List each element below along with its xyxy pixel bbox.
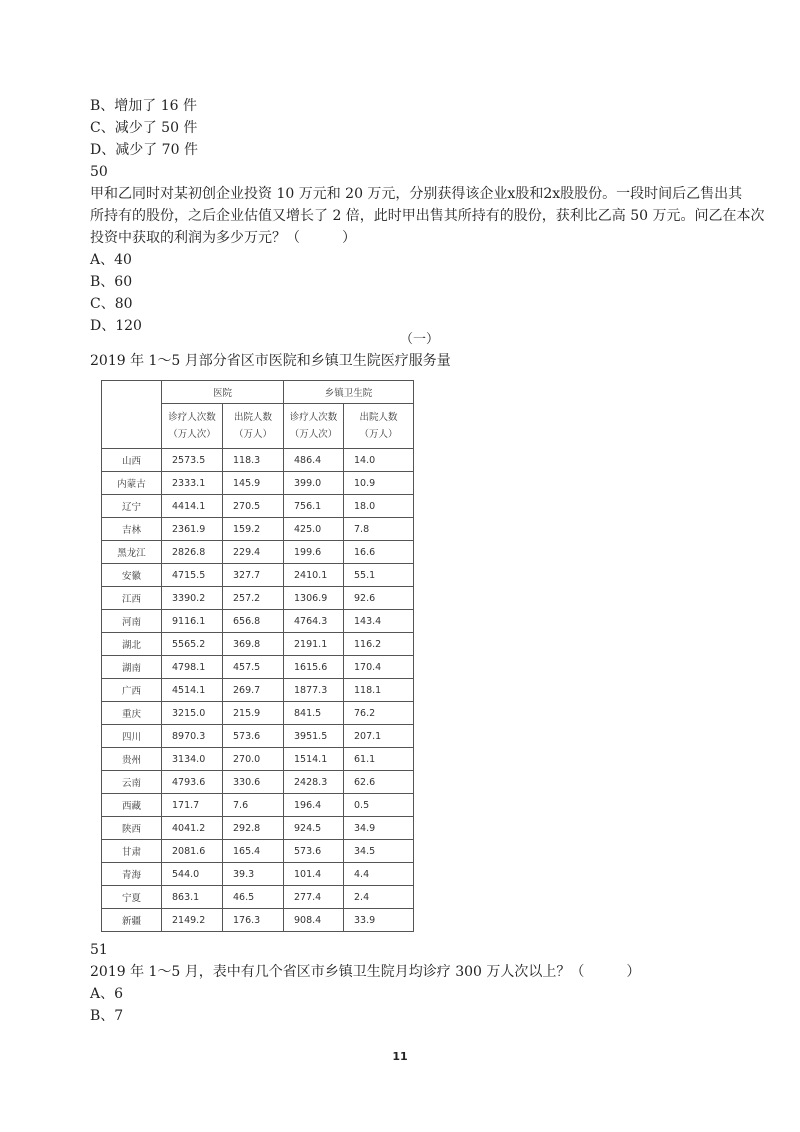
value-cell: 14.0 [344, 449, 414, 472]
region-cell: 黑龙江 [102, 541, 162, 564]
table-row [102, 610, 414, 633]
value-cell: 269.7 [223, 679, 284, 702]
subheader-township-visits: 诊疗人次数 （万人次） [284, 404, 344, 449]
table-row [102, 748, 414, 771]
region-cell: 湖北 [102, 633, 162, 656]
value-cell: 118.1 [344, 679, 414, 702]
value-cell: 165.4 [223, 840, 284, 863]
value-cell: 170.4 [344, 656, 414, 679]
value-cell: 7.8 [344, 518, 414, 541]
q50-option-d: D、120 [90, 318, 142, 334]
value-cell: 399.0 [284, 472, 344, 495]
region-cell: 贵州 [102, 748, 162, 771]
q51-number: 51 [90, 942, 108, 958]
value-cell: 277.4 [284, 886, 344, 909]
q49-option-c: C、减少了 50 件 [90, 120, 198, 136]
q50-stem-line-1: 甲和乙同时对某初创企业投资 10 万元和 20 万元，分别获得该企业x股和2x股股份。一段时间后乙售出其 [90, 186, 743, 202]
value-cell: 2428.3 [284, 771, 344, 794]
q50-option-c: C、80 [90, 296, 133, 312]
q49-option-b: B、增加了 16 件 [90, 98, 198, 114]
value-cell: 2333.1 [162, 472, 223, 495]
value-cell: 1615.6 [284, 656, 344, 679]
value-cell: 199.6 [284, 541, 344, 564]
q50-stem-line-3: 投资中获取的利润为多少万元？（ ） [90, 230, 356, 246]
value-cell: 207.1 [344, 725, 414, 748]
value-cell: 4041.2 [162, 817, 223, 840]
region-cell: 重庆 [102, 702, 162, 725]
table-row [102, 518, 414, 541]
value-cell: 4414.1 [162, 495, 223, 518]
value-cell: 841.5 [284, 702, 344, 725]
value-cell: 425.0 [284, 518, 344, 541]
value-cell: 2191.1 [284, 633, 344, 656]
table-row [102, 886, 414, 909]
value-cell: 62.6 [344, 771, 414, 794]
table-body [102, 449, 414, 932]
page-number: 11 [392, 1050, 408, 1063]
table-row [102, 679, 414, 702]
corner-cell [102, 381, 162, 449]
value-cell: 18.0 [344, 495, 414, 518]
value-cell: 196.4 [284, 794, 344, 817]
region-cell: 西藏 [102, 794, 162, 817]
q51-option-a: A、6 [90, 986, 124, 1002]
value-cell: 573.6 [284, 840, 344, 863]
q51-option-b: B、7 [90, 1008, 124, 1024]
table-row [102, 909, 414, 932]
value-cell: 573.6 [223, 725, 284, 748]
region-cell: 吉林 [102, 518, 162, 541]
value-cell: 270.5 [223, 495, 284, 518]
value-cell: 908.4 [284, 909, 344, 932]
value-cell: 1877.3 [284, 679, 344, 702]
region-cell: 江西 [102, 587, 162, 610]
value-cell: 4798.1 [162, 656, 223, 679]
region-cell: 安徽 [102, 564, 162, 587]
value-cell: 2081.6 [162, 840, 223, 863]
value-cell: 2361.9 [162, 518, 223, 541]
q51-stem: 2019 年 1～5 月，表中有几个省区市乡镇卫生院月均诊疗 300 万人次以上？（ ） [90, 964, 641, 980]
value-cell: 3951.5 [284, 725, 344, 748]
table-row [102, 817, 414, 840]
region-cell: 辽宁 [102, 495, 162, 518]
value-cell: 270.0 [223, 748, 284, 771]
value-cell: 544.0 [162, 863, 223, 886]
value-cell: 4715.5 [162, 564, 223, 587]
value-cell: 1514.1 [284, 748, 344, 771]
value-cell: 4514.1 [162, 679, 223, 702]
value-cell: 145.9 [223, 472, 284, 495]
value-cell: 4764.3 [284, 610, 344, 633]
value-cell: 327.7 [223, 564, 284, 587]
value-cell: 16.6 [344, 541, 414, 564]
value-cell: 756.1 [284, 495, 344, 518]
q50-stem-line-2: 所持有的股份，之后企业估值又增长了 2 倍，此时甲出售其所持有的股份，获利比乙高 50 万元。问乙在本次 [90, 208, 765, 224]
value-cell: 257.2 [223, 587, 284, 610]
value-cell: 10.9 [344, 472, 414, 495]
value-cell: 118.3 [223, 449, 284, 472]
table-row [102, 702, 414, 725]
value-cell: 2149.2 [162, 909, 223, 932]
value-cell: 486.4 [284, 449, 344, 472]
table-row [102, 564, 414, 587]
value-cell: 369.8 [223, 633, 284, 656]
value-cell: 116.2 [344, 633, 414, 656]
value-cell: 215.9 [223, 702, 284, 725]
value-cell: 229.4 [223, 541, 284, 564]
value-cell: 34.5 [344, 840, 414, 863]
q50-number: 50 [90, 164, 108, 180]
region-cell: 内蒙古 [102, 472, 162, 495]
value-cell: 101.4 [284, 863, 344, 886]
region-cell: 甘肃 [102, 840, 162, 863]
value-cell: 863.1 [162, 886, 223, 909]
table-row [102, 725, 414, 748]
value-cell: 2410.1 [284, 564, 344, 587]
value-cell: 457.5 [223, 656, 284, 679]
region-cell: 四川 [102, 725, 162, 748]
value-cell: 1306.9 [284, 587, 344, 610]
section-label: （一） [400, 332, 440, 347]
value-cell: 2.4 [344, 886, 414, 909]
region-cell: 陕西 [102, 817, 162, 840]
value-cell: 143.4 [344, 610, 414, 633]
group-header-township: 乡镇卫生院 [284, 381, 414, 404]
subheader-township-discharges: 出院人数 （万人） [344, 404, 414, 449]
value-cell: 159.2 [223, 518, 284, 541]
table-row [102, 840, 414, 863]
q49-option-d: D、减少了 70 件 [90, 142, 198, 158]
value-cell: 176.3 [223, 909, 284, 932]
value-cell: 4793.6 [162, 771, 223, 794]
medical-services-table [101, 380, 414, 932]
table-row [102, 794, 414, 817]
q50-option-b: B、60 [90, 274, 133, 290]
table-row [102, 449, 414, 472]
value-cell: 33.9 [344, 909, 414, 932]
table-row [102, 587, 414, 610]
value-cell: 8970.3 [162, 725, 223, 748]
q50-option-a: A、40 [90, 252, 132, 268]
region-cell: 湖南 [102, 656, 162, 679]
table-row [102, 495, 414, 518]
region-cell: 河南 [102, 610, 162, 633]
value-cell: 7.6 [223, 794, 284, 817]
value-cell: 39.3 [223, 863, 284, 886]
value-cell: 55.1 [344, 564, 414, 587]
group-header-hospital: 医院 [162, 381, 284, 404]
table-row [102, 771, 414, 794]
value-cell: 330.6 [223, 771, 284, 794]
value-cell: 2826.8 [162, 541, 223, 564]
value-cell: 2573.5 [162, 449, 223, 472]
value-cell: 34.9 [344, 817, 414, 840]
table-row [102, 863, 414, 886]
value-cell: 92.6 [344, 587, 414, 610]
subheader-hospital-discharges: 出院人数 （万人） [223, 404, 284, 449]
value-cell: 61.1 [344, 748, 414, 771]
table-row [102, 633, 414, 656]
region-cell: 山西 [102, 449, 162, 472]
value-cell: 5565.2 [162, 633, 223, 656]
value-cell: 76.2 [344, 702, 414, 725]
value-cell: 171.7 [162, 794, 223, 817]
table-title: 2019 年 1～5 月部分省区市医院和乡镇卫生院医疗服务量 [90, 353, 451, 369]
region-cell: 新疆 [102, 909, 162, 932]
table-row [102, 472, 414, 495]
value-cell: 46.5 [223, 886, 284, 909]
region-cell: 青海 [102, 863, 162, 886]
region-cell: 广西 [102, 679, 162, 702]
value-cell: 3390.2 [162, 587, 223, 610]
value-cell: 9116.1 [162, 610, 223, 633]
value-cell: 4.4 [344, 863, 414, 886]
value-cell: 924.5 [284, 817, 344, 840]
value-cell: 3134.0 [162, 748, 223, 771]
region-cell: 云南 [102, 771, 162, 794]
value-cell: 292.8 [223, 817, 284, 840]
table-row [102, 656, 414, 679]
table-row [102, 541, 414, 564]
value-cell: 0.5 [344, 794, 414, 817]
region-cell: 宁夏 [102, 886, 162, 909]
value-cell: 3215.0 [162, 702, 223, 725]
value-cell: 656.8 [223, 610, 284, 633]
subheader-hospital-visits: 诊疗人次数 （万人次） [162, 404, 223, 449]
